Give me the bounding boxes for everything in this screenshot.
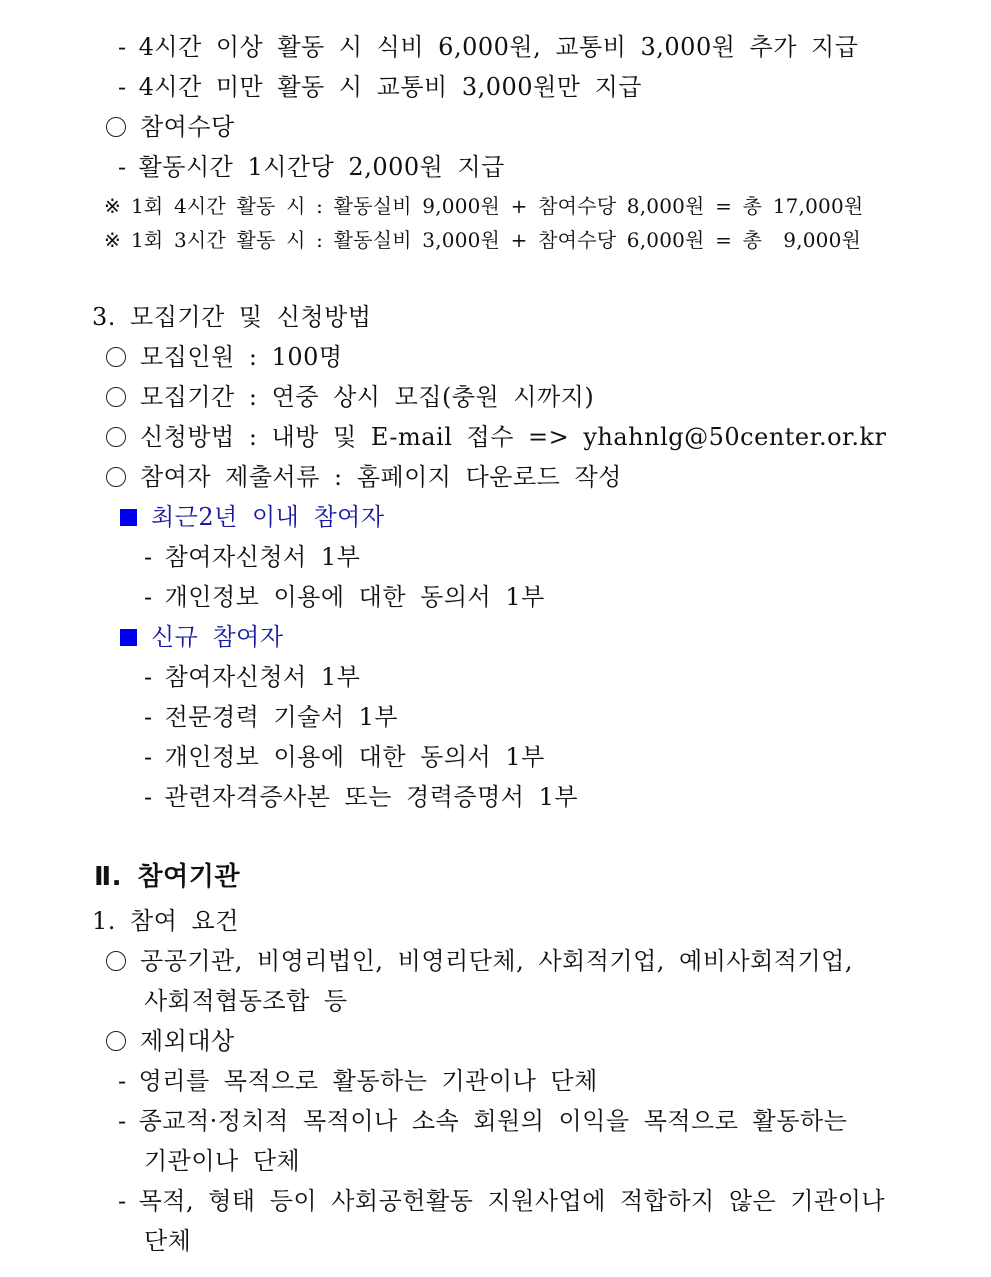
doc-item: - 개인정보 이용에 대한 동의서 1부 [144, 583, 545, 611]
circle-bullet-icon [106, 117, 126, 137]
circle-bullet-icon [106, 427, 126, 447]
recruit-item-period: 모집기간 : 연중 상시 모집(충원 시까지) [106, 382, 594, 412]
section-title-institutions: Ⅱ. 참여기관 [94, 862, 241, 892]
transport-allowance-line: - 4시간 미만 활동 시 교통비 3,000원만 지급 [118, 73, 642, 101]
circle-bullet-icon [106, 951, 126, 971]
eligibility-heading: 1. 참여 요건 [92, 907, 239, 935]
group-recent-participants: 최근2년 이내 참여자 [120, 502, 385, 532]
blue-square-bullet-icon [120, 509, 137, 526]
allowance-rate-line: - 활동시간 1시간당 2,000원 지급 [118, 153, 505, 181]
doc-item: - 개인정보 이용에 대한 동의서 1부 [144, 743, 545, 771]
circle-bullet-icon [106, 467, 126, 487]
circle-bullet-icon [106, 387, 126, 407]
excluded-item: - 목적, 형태 등이 사회공헌활동 지원사업에 적합하지 않은 기관이나 [118, 1187, 886, 1215]
meal-allowance-line: - 4시간 이상 활동 시 식비 6,000원, 교통비 3,000원 추가 지급 [118, 33, 859, 61]
eligible-institutions-cont: 사회적협동조합 등 [144, 987, 348, 1015]
blue-square-bullet-icon [120, 629, 137, 646]
note-4hours: ※ 1회 4시간 활동 시 : 활동실비 9,000원 + 참여수당 8,000원 = 총 17,000원 [104, 194, 864, 218]
doc-item: - 참여자신청서 1부 [144, 543, 361, 571]
circle-bullet-icon [106, 347, 126, 367]
group-new-participants: 신규 참여자 [120, 622, 284, 652]
excluded-item: - 종교적·정치적 목적이나 소속 회원의 이익을 목적으로 활동하는 [118, 1107, 848, 1135]
allowance-heading: 참여수당 [106, 112, 235, 142]
dash-marker: - [118, 33, 127, 61]
dash-marker: - [118, 153, 127, 181]
recruit-item-method: 신청방법 : 내방 및 E-mail 접수 => yhahnlg@50center.or.kr [106, 422, 887, 452]
recruit-heading: 3. 모집기간 및 신청방법 [92, 303, 372, 331]
circle-bullet-icon [106, 1031, 126, 1051]
excluded-item: - 영리를 목적으로 활동하는 기관이나 단체 [118, 1067, 598, 1095]
excluded-item-cont: 기관이나 단체 [144, 1147, 301, 1175]
dash-marker: - [118, 73, 127, 101]
note-3hours: ※ 1회 3시간 활동 시 : 활동실비 3,000원 + 참여수당 6,000원 = 총 9,000원 [104, 228, 862, 252]
recruit-item-documents: 참여자 제출서류 : 홈페이지 다운로드 작성 [106, 462, 622, 492]
doc-item: - 전문경력 기술서 1부 [144, 703, 399, 731]
reference-mark-icon: ※ [104, 228, 121, 252]
excluded-item-cont: 단체 [144, 1227, 192, 1255]
excluded-heading: 제외대상 [106, 1026, 235, 1056]
eligible-institutions: 공공기관, 비영리법인, 비영리단체, 사회적기업, 예비사회적기업, [106, 946, 853, 976]
recruit-item-count: 모집인원 : 100명 [106, 342, 343, 372]
doc-item: - 관련자격증사본 또는 경력증명서 1부 [144, 783, 579, 811]
reference-mark-icon: ※ [104, 194, 121, 218]
doc-item: - 참여자신청서 1부 [144, 663, 361, 691]
